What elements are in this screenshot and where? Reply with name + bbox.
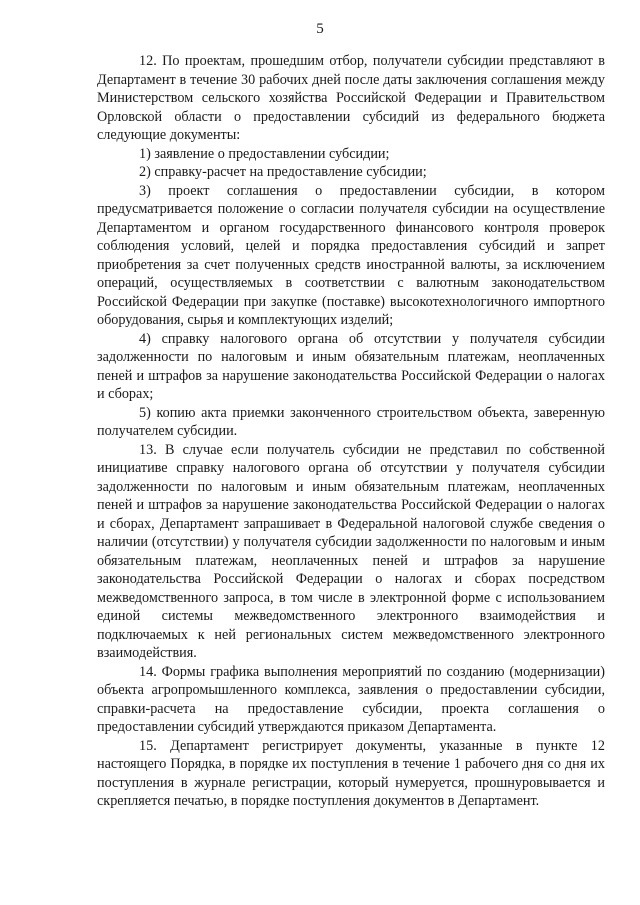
paragraph-14: 14. Формы графика выполнения мероприятий по созданию (модернизации) объекта агропромышленного комплекса, заявления о предоставлении субсидии, справки-расчета на предоставление субсидии, проекта соглашения о предоставлении субсидий утверждаются приказом Департамента. [97, 663, 605, 735]
list-item-1: 1) заявление о предоставлении субсидии; [139, 145, 390, 162]
paragraph-13: 13. В случае если получатель субсидии не представил по собственной инициативе справку налогового органа об отсутствии у получателя субсидии задолженности по налоговым и иным обязательным платежам, неоплаченных пеней и штрафов за нарушение законодательства Российской Федерации о налогах и сборах, Департамент запрашивает в Федеральной налоговой службе сведения о наличии (отсутствии) у получателя субсидии задолженности по налоговым и иным обязательным платежам, неоплаченных пеней и штрафов за нарушение законодательства Российской Федерации о налогах и сборах посредством межведомственного запроса, в том числе в электронной форме с использованием единой системы межведомственного электронного взаимодействия и подключаемых к ней региональных систем межведомственного электронного взаимодействия. [97, 441, 605, 661]
list-item-2: 2) справку-расчет на предоставление субсидии; [139, 164, 427, 180]
list-item-4: 4) справку налогового органа об отсутствии у получателя субсидии задолженности по налоговым и иным обязательным платежам, неоплаченных пеней и штрафов за нарушение законодательства Российской Федерации о налогах и сборах; [97, 330, 605, 402]
paragraph-12: 12. По проектам, прошедшим отбор, получатели субсидии представляют в Департамент в течение 30 рабочих дней после даты заключения соглашения между Министерством сельского хозяйства Российской Федерации и Правительством Орловской области о предоставлении субсидий из федерального бюджета следующие документы: [97, 53, 605, 143]
list-item-5: 5) копию акта приемки законченного строительством объекта, заверенную получателем субсидии. [97, 404, 605, 439]
page-number: 5 [316, 21, 324, 37]
document-body [97, 52, 605, 811]
paragraph-15: 15. Департамент регистрирует документы, указанные в пункте 12 настоящего Порядка, в порядке их поступления в течение 1 рабочего дня со дня их поступления в журнале регистрации, который нумеруется, прошнуровывается и скрепляется печатью, в порядке поступления документов в Департамент. [97, 737, 605, 809]
list-item-3: 3) проект соглашения о предоставлении субсидии, в котором предусматривается положение о согласии получателя субсидии на осуществление Департаментом и органом государственного финансового контроля проверок соблюдения условий, целей и порядка предоставления субсидий и запрет приобретения за счет полученных средств иностранной валюты, за исключением операций, осуществляемых в соответствии с валютным законодательством Российской Федерации при закупке (поставке) высокотехнологичного импортного оборудования, сырья и комплектующих изделий; [97, 182, 605, 328]
